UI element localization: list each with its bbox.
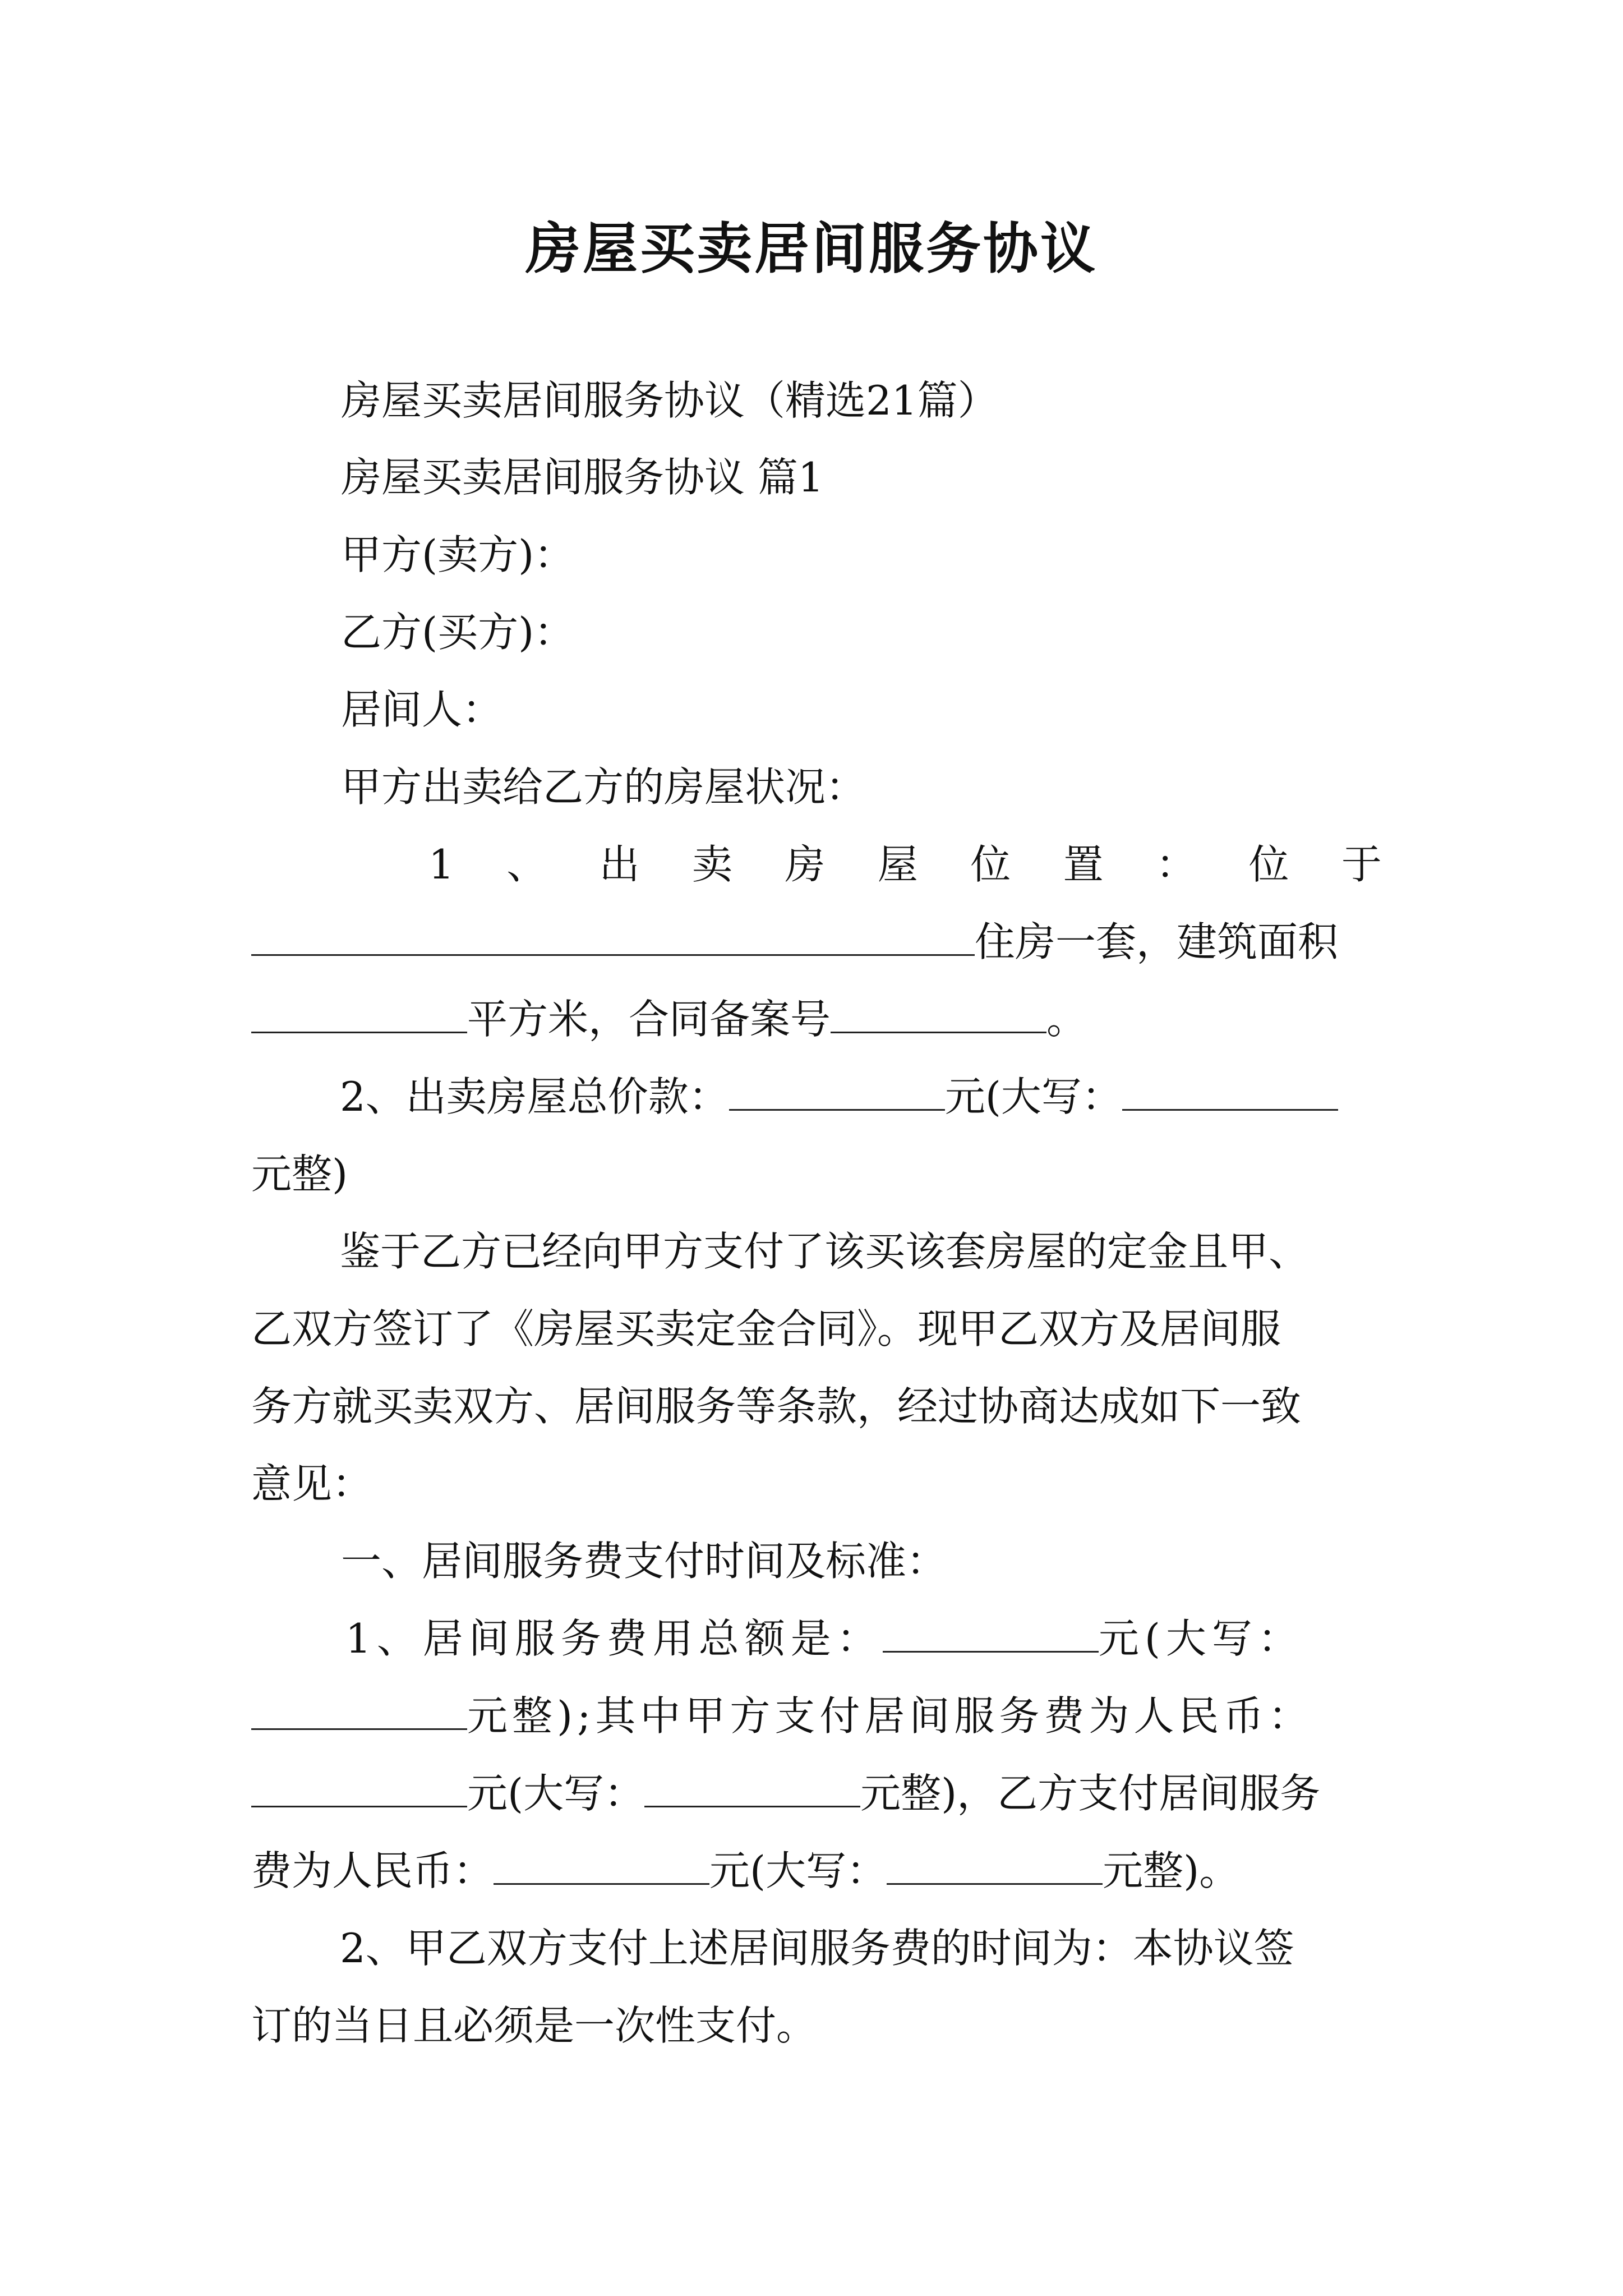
- spaced-character: 房: [785, 841, 826, 888]
- intermediary-line: 居间人：: [341, 686, 503, 733]
- total-price-line: [340, 1058, 1338, 1135]
- property-size-label: 住房一套，建筑面积: [975, 918, 1339, 965]
- total-price-label: 2、出卖房屋总价款：: [340, 1073, 729, 1120]
- spaced-character: 1: [428, 841, 454, 888]
- property-status-line: 甲方出卖给乙方的房屋状况：: [341, 763, 866, 811]
- fee-party-a-amount-line: [251, 1755, 1320, 1832]
- fee-party-b-line: [251, 1832, 1239, 1910]
- fee-total-uppercase-label: 元(大写：: [1098, 1615, 1304, 1662]
- clause-heading: 一、居间服务费支付时间及标准：: [341, 1538, 947, 1585]
- spaced-character: 出: [599, 841, 640, 888]
- fee-party-b-end: 元整)。: [1103, 1847, 1240, 1894]
- spaced-character: 、: [506, 841, 547, 888]
- fee-total-label: 1、居间服务费用总额是：: [345, 1615, 883, 1662]
- area-record-line: [251, 981, 1087, 1058]
- property-address-line: [251, 903, 1338, 981]
- paragraph-line: 乙双方签订了《房屋买卖定金合同》。现甲乙双方及居间服: [251, 1305, 1281, 1352]
- section-heading: 房屋买卖居间服务协议 篇1: [341, 454, 824, 501]
- area-blank[interactable]: [251, 997, 467, 1033]
- total-price-blank[interactable]: [729, 1074, 945, 1111]
- paragraph-line: 意见：: [251, 1460, 373, 1507]
- fee-party-a-blank[interactable]: [251, 1771, 467, 1807]
- spaced-character: ：: [1156, 841, 1197, 888]
- payment-time-end-line: 订的当日且必须是一次性支付。: [251, 2002, 817, 2049]
- subtitle-line: 房屋买卖居间服务协议（精选21篇）: [341, 377, 998, 424]
- total-price-uppercase-blank[interactable]: [1122, 1074, 1338, 1111]
- party-b-line: 乙方(买方)：: [341, 609, 575, 656]
- spaced-character: 于: [1341, 841, 1382, 888]
- fee-party-a-uppercase-blank[interactable]: [644, 1771, 860, 1807]
- fee-party-a-line: [251, 1677, 1313, 1755]
- fee-party-a-uppercase-label: 元(大写：: [467, 1770, 645, 1817]
- document-title: 房屋买卖居间服务协议: [525, 217, 1098, 281]
- fee-total-blank[interactable]: [883, 1616, 1099, 1653]
- fee-party-b-blank[interactable]: [494, 1848, 709, 1885]
- total-price-uppercase-label: 元(大写：: [944, 1073, 1122, 1120]
- party-a-line: 甲方(卖方)：: [341, 531, 575, 578]
- spaced-character: 位: [970, 841, 1011, 888]
- fee-party-a-label: 元整);其中甲方支付居间服务费为人民币：: [467, 1692, 1313, 1740]
- fee-party-b-prefix: 费为人民币：: [251, 1847, 494, 1894]
- spaced-character: 置: [1063, 841, 1104, 888]
- area-record-label: 平方米，合同备案号: [467, 996, 831, 1043]
- paragraph-line: 鉴于乙方已经向甲方支付了该买该套房屋的定金且甲、: [340, 1228, 1310, 1275]
- spaced-character: 卖: [692, 841, 733, 888]
- fee-total-line: [345, 1600, 1304, 1677]
- address-blank[interactable]: [251, 919, 975, 956]
- fee-uppercase-blank[interactable]: [251, 1694, 467, 1730]
- total-price-end-line: 元整): [251, 1151, 348, 1198]
- paragraph-line: 务方就买卖双方、居间服务等条款，经过协商达成如下一致: [251, 1383, 1302, 1430]
- record-number-blank[interactable]: [831, 997, 1046, 1033]
- property-location-characters: [428, 826, 1382, 903]
- fee-party-b-uppercase-label: 元(大写：: [709, 1847, 887, 1894]
- fee-party-b-uppercase-blank[interactable]: [887, 1848, 1103, 1885]
- payment-time-line: 2、甲乙双方支付上述居间服务费的时间为：本协议签: [340, 1925, 1294, 1972]
- spaced-character: 位: [1248, 841, 1289, 888]
- property-location-line: [428, 826, 1382, 903]
- spaced-character: 屋: [877, 841, 918, 888]
- area-record-end: 。: [1046, 996, 1087, 1043]
- fee-party-b-label: 元整)，乙方支付居间服务: [860, 1770, 1321, 1817]
